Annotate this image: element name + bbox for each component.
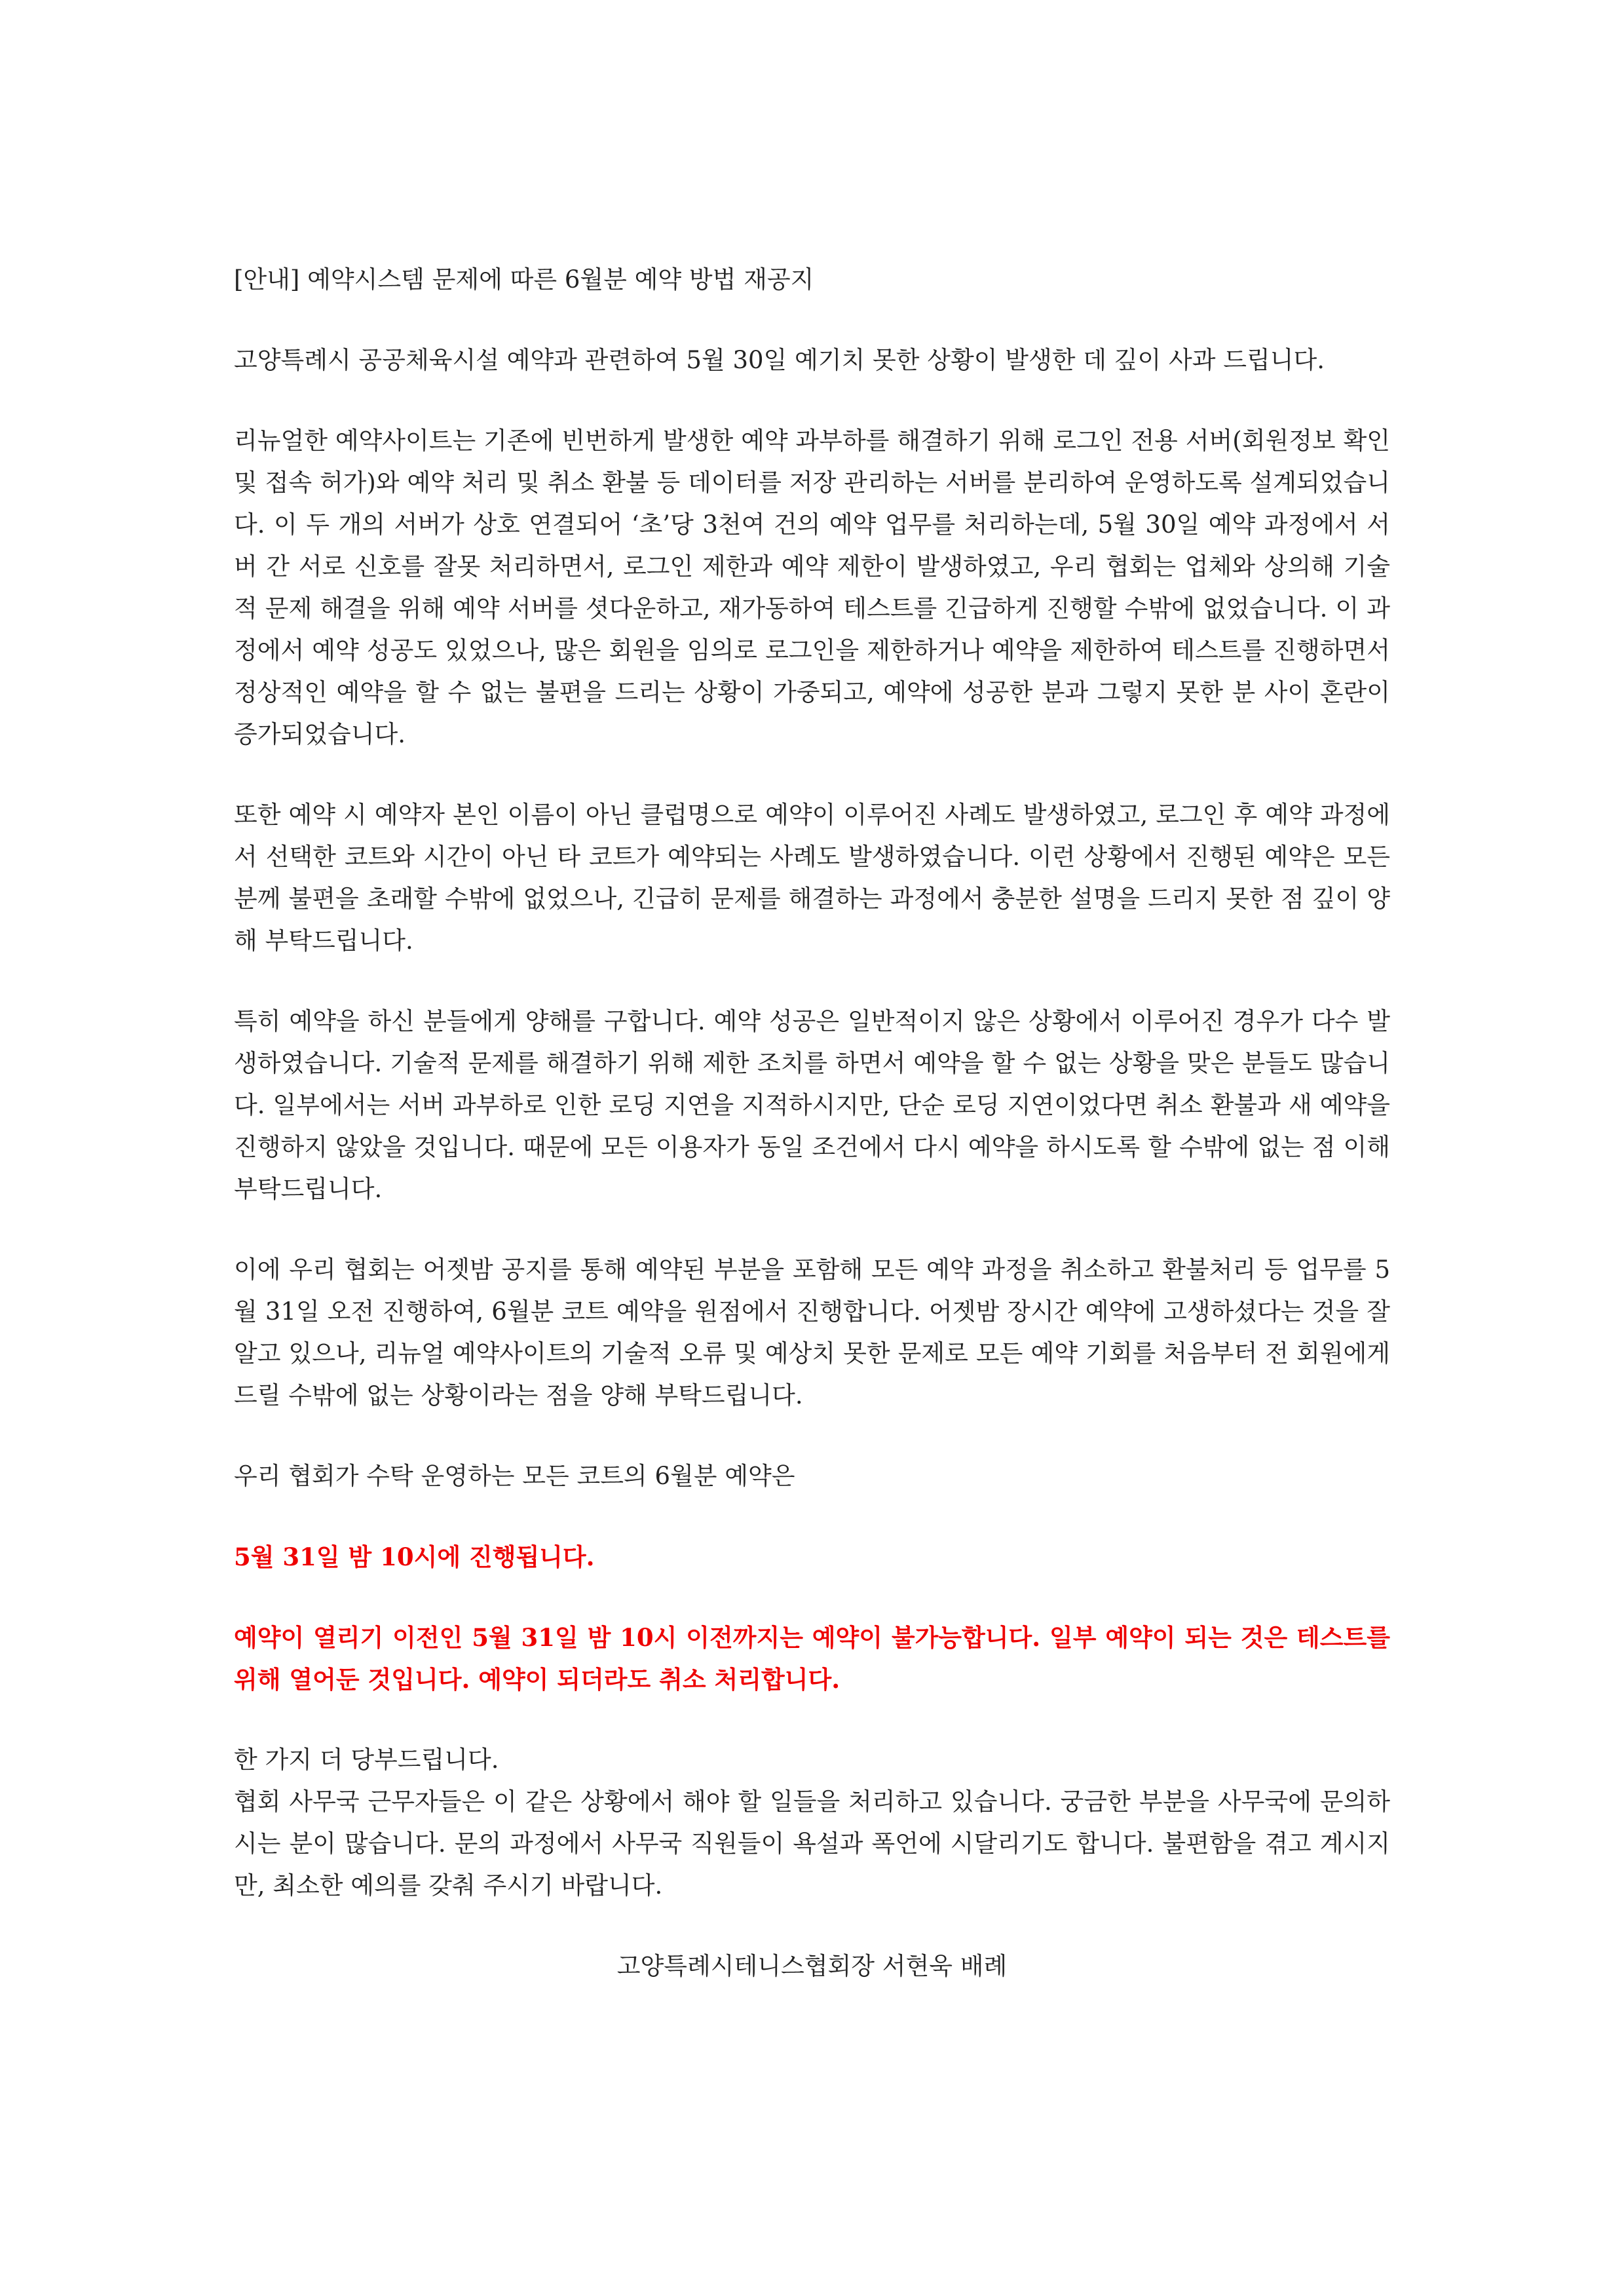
cancellation-paragraph: 이에 우리 협회는 어젯밤 공지를 통해 예약된 부분을 포함해 모든 예약 과정을 취소하고 환불처리 등 업무를 5월 31일 오전 진행하여, 6월분 코트 예약을 원점에서 진행합니다. 어젯밤 장시간 예약에 고생하셨다는 것을 잘 알고 있으나, 리뉴얼 예약사이트의 기술적 오류 및 예상치 못한 문제로 모든 예약 기회를 처음부터 전 회원에게 드릴 수밖에 없는 상황이라는 점을 양해 부탁드립니다. [234, 1255, 1390, 1409]
error-cases-paragraph: 또한 예약 시 예약자 본인 이름이 아닌 클럽명으로 예약이 이루어진 사례도 발생하였고, 로그인 후 예약 과정에서 선택한 코트와 시간이 아닌 타 코트가 예약되는 사례도 발생하였습니다. 이런 상황에서 진행된 예약은 모든 분께 불편을 초래할 수밖에 없었으나, 긴급히 문제를 해결하는 과정에서 충분한 설명을 드리지 못한 점 깊이 양해 부탁드립니다. [234, 801, 1390, 955]
reserved-users-paragraph: 특히 예약을 하신 분들에게 양해를 구합니다. 예약 성공은 일반적이지 않은 상황에서 이루어진 경우가 다수 발생하였습니다. 기술적 문제를 해결하기 위해 제한 조치를 하면서 예약을 할 수 없는 상황을 맞은 분들도 많습니다. 일부에서는 서버 과부하로 인한 로딩 지연을 지적하시지만, 단순 로딩 지연이었다면 취소 환불과 새 예약을 진행하지 않았을 것입니다. 때문에 모든 이용자가 동일 조건에서 다시 예약을 하시도록 할 수밖에 없는 점 이해 부탁드립니다. [234, 1007, 1390, 1203]
server-explanation-paragraph: 리뉴얼한 예약사이트는 기존에 빈번하게 발생한 예약 과부하를 해결하기 위해 로그인 전용 서버(회원정보 확인 및 접속 허가)와 예약 처리 및 취소 환불 등 데이터를 저장 관리하는 서버를 분리하여 운영하도록 설계되었습니다. 이 두 개의 서버가 상호 연결되어 ‘초’당 3천여 건의 예약 업무를 처리하는데, 5월 30일 예약 과정에서 서버 간 서로 신호를 잘못 처리하면서, 로그인 제한과 예약 제한이 발생하였고, 우리 협회는 업체와 상의해 기술적 문제 해결을 위해 예약 서버를 셧다운하고, 재가동하여 테스트를 긴급하게 진행할 수밖에 없었습니다. 이 과정에서 예약 성공도 있었으나, 많은 회원을 임의로 로그인을 제한하거나 예약을 제한하여 테스트를 진행하면서 정상적인 예약을 할 수 없는 불편을 드리는 상황이 가중되고, 예약에 성공한 분과 그렇지 못한 분 사이 혼란이 증가되었습니다. [234, 427, 1390, 748]
signature-line: 고양특례시테니스협회장 서현욱 배례 [616, 1952, 1008, 1980]
reservation-warning-highlight: 예약이 열리기 이전인 5월 31일 밤 10시 이전까지는 예약이 불가능합니다. 일부 예약이 되는 것은 테스트를 위해 열어둔 것입니다. 예약이 되더라도 취소 처리합니다. [234, 1623, 1390, 1694]
closing-paragraph: 협회 사무국 근무자들은 이 같은 상황에서 해야 할 일들을 처리하고 있습니다. 궁금한 부분을 사무국에 문의하시는 분이 많습니다. 문의 과정에서 사무국 직원들이 욕설과 폭언에 시달리기도 합니다. 불편함을 겪고 계시지만, 최소한 예의를 갖춰 주시기 바랍니다. [234, 1788, 1390, 1900]
reservation-date-highlight: 5월 31일 밤 10시에 진행됩니다. [234, 1542, 595, 1571]
notice-document [234, 259, 1390, 1987]
closing-heading: 한 가지 더 당부드립니다. [234, 1746, 499, 1774]
document-title: [안내] 예약시스템 문제에 따른 6월분 예약 방법 재공지 [234, 265, 814, 294]
reservation-intro-line: 우리 협회가 수탁 운영하는 모든 코트의 6월분 예약은 [234, 1462, 795, 1490]
apology-paragraph: 고양특례시 공공체육시설 예약과 관련하여 5월 30일 예기치 못한 상황이 발생한 데 깊이 사과 드립니다. [234, 346, 1325, 374]
